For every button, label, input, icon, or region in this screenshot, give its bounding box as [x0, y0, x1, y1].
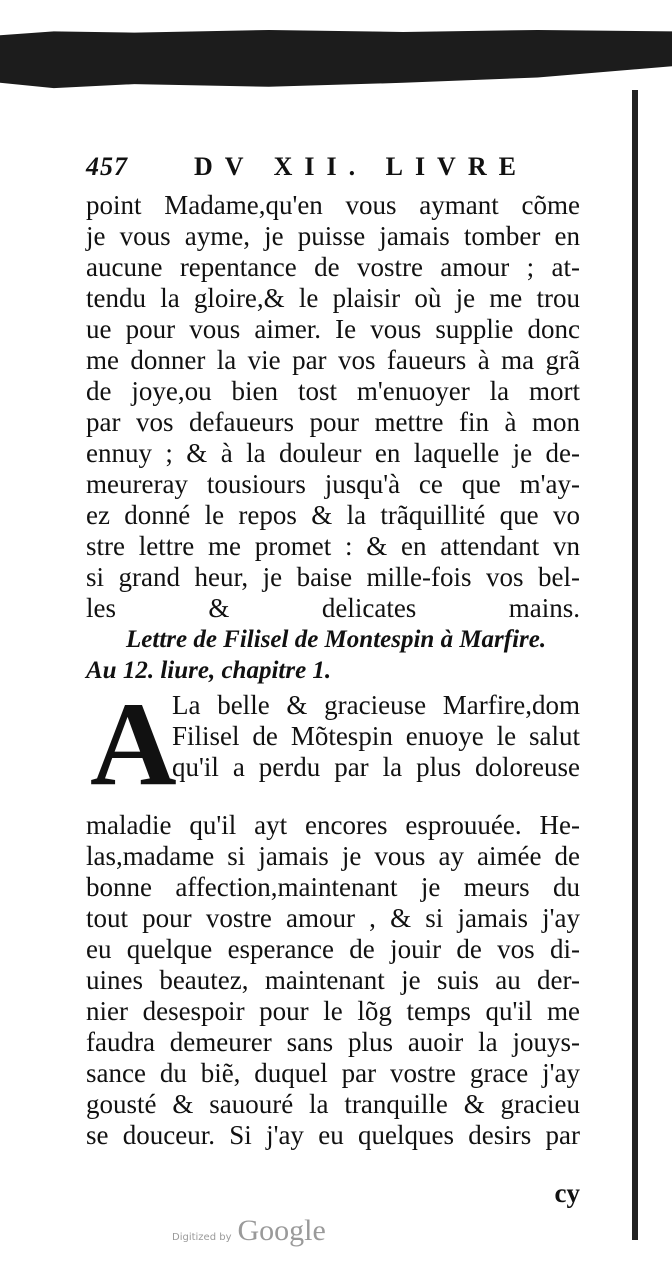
google-logo: Google	[237, 1214, 326, 1247]
letter-paragraph	[86, 810, 580, 1151]
running-head	[86, 152, 580, 186]
text-line: meureray tousiours jusqu'à ce que m'ay-	[86, 469, 580, 499]
text-block	[86, 190, 580, 1151]
letter-heading: Lettre de Filisel de Montespin à Marfire.	[126, 626, 547, 653]
initial-line: qu'il a perdu par la plus doloreuse	[172, 752, 580, 782]
page-edge-shadow	[0, 30, 672, 96]
text-line: de joye,ou bien tost m'enuoyer la mort	[86, 376, 580, 406]
text-line: je vous ayme, je puisse jamais tomber en	[86, 221, 580, 251]
watermark-prefix: Digitized by	[172, 1232, 232, 1243]
text-line: stre lettre me promet : & en attendant vn	[86, 531, 580, 561]
chapter-reference: Au 12. liure, chapitre 1.	[86, 657, 332, 684]
text-line: eu quelque esperance de jouir de vos di-	[86, 934, 580, 964]
text-line: uines beautez, maintenant je suis au der-	[86, 965, 580, 995]
drop-cap: A	[90, 677, 177, 810]
text-line: nier desespoir pour le lõg temps qu'il me	[86, 996, 580, 1026]
text-line: bonne affection,maintenant je meurs du	[86, 872, 580, 902]
page-number: 457	[86, 152, 128, 181]
text-line: faudra demeurer sans plus auoir la jouys-	[86, 1027, 580, 1057]
text-line: tendu la gloire,& le plaisir où je me trou	[86, 283, 580, 313]
body-paragraph	[86, 190, 580, 624]
digitized-watermark	[172, 1214, 326, 1248]
initial-line: Filisel de Mõtespin enuoye le salut	[172, 721, 580, 751]
text-line: sance du biẽ, duquel par vostre grace j'ay	[86, 1058, 580, 1088]
initial-line: La belle & gracieuse Marfire,dom	[172, 690, 580, 720]
text-line: par vos defaueurs pour mettre fin à mon	[86, 407, 580, 437]
text-line: les & delicates mains.	[86, 593, 580, 623]
text-line: ue pour vous aimer. Ie vous supplie donc	[86, 314, 580, 344]
running-head-title: DV XII. LIVRE	[194, 152, 528, 181]
text-line: gousté & sauouré la tranquille & gracieu	[86, 1089, 580, 1119]
catch-word: cy	[554, 1178, 580, 1208]
text-line: me donner la vie par vos faueurs à ma grã	[86, 345, 580, 375]
text-line: aucune repentance de vostre amour ; at-	[86, 252, 580, 282]
text-line: si grand heur, je baise mille-fois vos bel-	[86, 562, 580, 592]
text-line: point Madame,qu'en vous aymant cõme	[86, 190, 580, 220]
text-line: se douceur. Si j'ay eu quelques desirs par	[86, 1120, 580, 1150]
initial-block	[86, 677, 580, 810]
text-line: tout pour vostre amour , & si jamais j'ay	[86, 903, 580, 933]
text-line: las,madame si jamais je vous ay aimée de	[86, 841, 580, 871]
gutter-edge	[632, 90, 638, 1240]
text-line: ez donné le repos & la trãquillité que vo	[86, 500, 580, 530]
text-line: maladie qu'il ayt encores esprouuée. He-	[86, 810, 580, 840]
text-line: ennuy ; & à la douleur en laquelle je de-	[86, 438, 580, 468]
